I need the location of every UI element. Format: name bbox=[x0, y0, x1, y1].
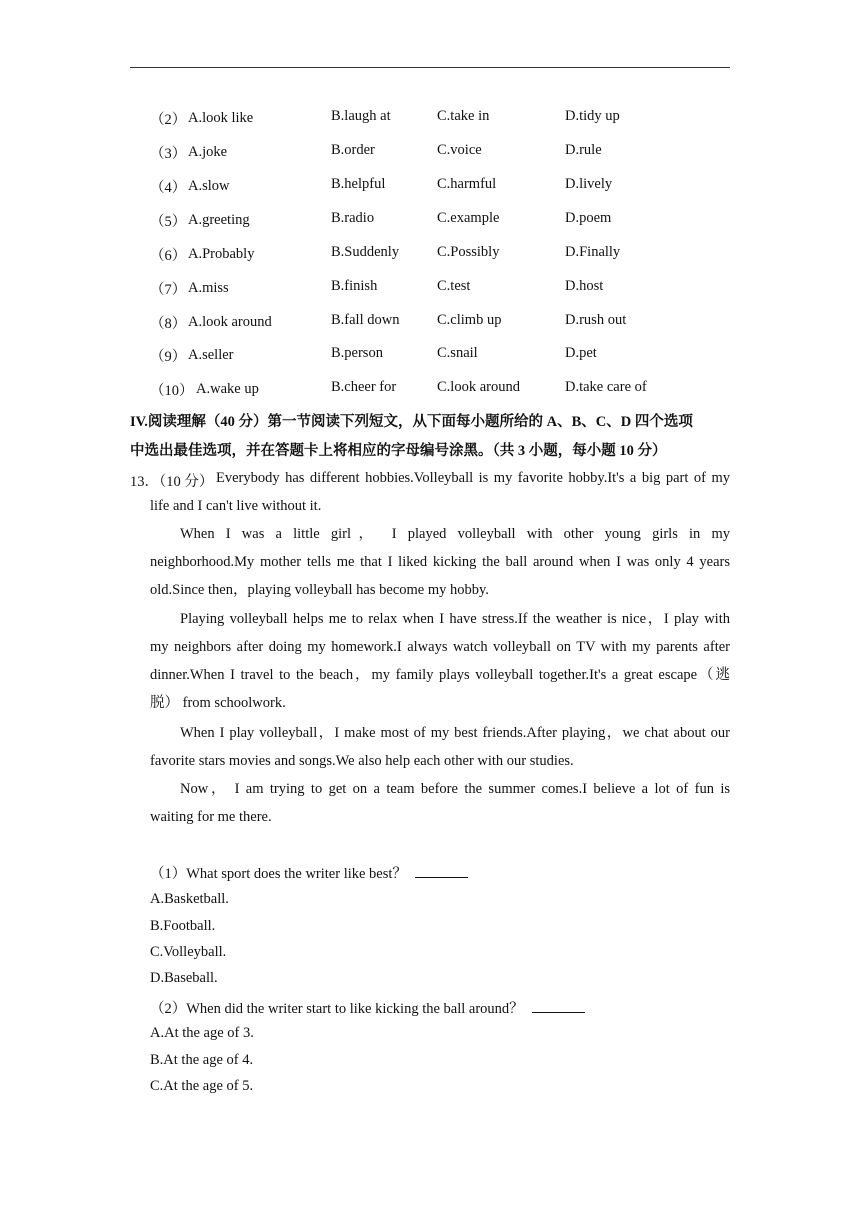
answer-blank bbox=[415, 865, 468, 878]
option-a: A.seller bbox=[188, 347, 234, 363]
passage-line: Now， I am trying to get on a team before the summer comes.I believe a lot of fun is bbox=[180, 781, 730, 797]
option-d: D.tidy up bbox=[565, 108, 620, 124]
option-d: D.Finally bbox=[565, 244, 621, 260]
question-text: （2）When did the writer start to like kicking the ball around？ bbox=[150, 1001, 524, 1017]
option-row bbox=[0, 345, 860, 365]
answer-choice: B.Football. bbox=[150, 918, 216, 934]
option-a: A.Probably bbox=[188, 246, 255, 262]
option-a: A.look like bbox=[188, 110, 254, 126]
header-rule bbox=[130, 67, 730, 68]
passage-line: When I play volleyball，I make most of my best friends.After playing，we chat about our bbox=[180, 725, 730, 741]
section-heading-line1: IV.阅读理解（40 分）第一节阅读下列短文，从下面每小题所给的 A、B、C、D 四个选项 bbox=[130, 414, 693, 430]
option-a: A.look around bbox=[188, 314, 272, 330]
option-c: C.climb up bbox=[437, 312, 502, 328]
option-b: B.helpful bbox=[331, 176, 386, 192]
passage-line: 脱） from schoolwork. bbox=[150, 695, 286, 711]
option-b: B.cheer for bbox=[331, 379, 397, 395]
passage-question-number: 13．（10 分） bbox=[130, 474, 214, 490]
question-stem bbox=[150, 997, 585, 1018]
answer-choice: A.At the age of 3. bbox=[150, 1025, 254, 1041]
question-number: （9） bbox=[150, 349, 187, 365]
question-number: （10） bbox=[150, 383, 194, 399]
option-c: C.snail bbox=[437, 345, 478, 361]
option-c: C.look around bbox=[437, 379, 520, 395]
option-row bbox=[0, 176, 860, 196]
question-number: （3） bbox=[150, 146, 187, 162]
option-d: D.rush out bbox=[565, 312, 627, 328]
question-number: （2） bbox=[150, 112, 187, 128]
option-d: D.poem bbox=[565, 210, 612, 226]
question-text: （1）What sport does the writer like best？ bbox=[150, 866, 407, 882]
option-d: D.lively bbox=[565, 176, 613, 192]
option-d: D.host bbox=[565, 278, 604, 294]
answer-choice: B.At the age of 4. bbox=[150, 1052, 254, 1068]
option-b: B.finish bbox=[331, 278, 378, 294]
option-b: B.radio bbox=[331, 210, 375, 226]
passage-line: Playing volleyball helps me to relax when I have stress.If the weather is nice，I play with bbox=[180, 611, 730, 627]
passage-line: neighborhood.My mother tells me that I liked kicking the ball around when I was only 4 years bbox=[150, 554, 730, 570]
option-row bbox=[0, 379, 860, 399]
option-row bbox=[0, 142, 860, 162]
option-b: B.fall down bbox=[331, 312, 400, 328]
option-c: C.Possibly bbox=[437, 244, 500, 260]
question-number: （6） bbox=[150, 248, 187, 264]
answer-choice: D.Baseball. bbox=[150, 970, 218, 986]
passage-line: dinner.When I travel to the beach，my family plays volleyball together.It's a great escape（逃 bbox=[150, 667, 730, 683]
option-row bbox=[0, 278, 860, 298]
option-c: C.voice bbox=[437, 142, 482, 158]
option-b: B.person bbox=[331, 345, 383, 361]
answer-choice: A.Basketball. bbox=[150, 891, 229, 907]
option-c: C.test bbox=[437, 278, 471, 294]
question-stem bbox=[150, 862, 468, 883]
option-b: B.laugh at bbox=[331, 108, 391, 124]
passage-line: Everybody has different hobbies.Volleyball is my favorite hobby.It's a big part of my bbox=[216, 470, 730, 486]
answer-blank bbox=[532, 1000, 585, 1013]
option-c: C.take in bbox=[437, 108, 490, 124]
option-row bbox=[0, 244, 860, 264]
option-c: C.example bbox=[437, 210, 500, 226]
option-row bbox=[0, 108, 860, 128]
passage-line: old.Since then，playing volleyball has become my hobby. bbox=[150, 582, 489, 598]
option-c: C.harmful bbox=[437, 176, 497, 192]
option-d: D.take care of bbox=[565, 379, 647, 395]
option-a: A.miss bbox=[188, 280, 229, 296]
option-row bbox=[0, 312, 860, 332]
option-d: D.pet bbox=[565, 345, 597, 361]
section-heading-line2: 中选出最佳选项，并在答题卡上将相应的字母编号涂黑。（共 3 小题，每小题 10 分） bbox=[130, 443, 667, 459]
option-a: A.wake up bbox=[196, 381, 259, 397]
question-number: （4） bbox=[150, 180, 187, 196]
option-a: A.joke bbox=[188, 144, 228, 160]
passage-line: waiting for me there. bbox=[150, 809, 272, 825]
passage-line: my neighbors after doing my homework.I always watch volleyball on TV with my parents after bbox=[150, 639, 730, 655]
option-b: B.Suddenly bbox=[331, 244, 400, 260]
option-a: A.greeting bbox=[188, 212, 250, 228]
option-b: B.order bbox=[331, 142, 375, 158]
question-number: （7） bbox=[150, 282, 187, 298]
passage-line: life and I can't live without it. bbox=[150, 498, 322, 514]
option-d: D.rule bbox=[565, 142, 602, 158]
option-row bbox=[0, 210, 860, 230]
option-a: A.slow bbox=[188, 178, 230, 194]
question-number: （8） bbox=[150, 316, 187, 332]
passage-line: favorite stars movies and songs.We also help each other with our studies. bbox=[150, 753, 574, 769]
answer-choice: C.At the age of 5. bbox=[150, 1078, 254, 1094]
answer-choice: C.Volleyball. bbox=[150, 944, 227, 960]
passage-line: When I was a little girl， I played volleyball with other young girls in my bbox=[180, 526, 730, 542]
question-number: （5） bbox=[150, 214, 187, 230]
